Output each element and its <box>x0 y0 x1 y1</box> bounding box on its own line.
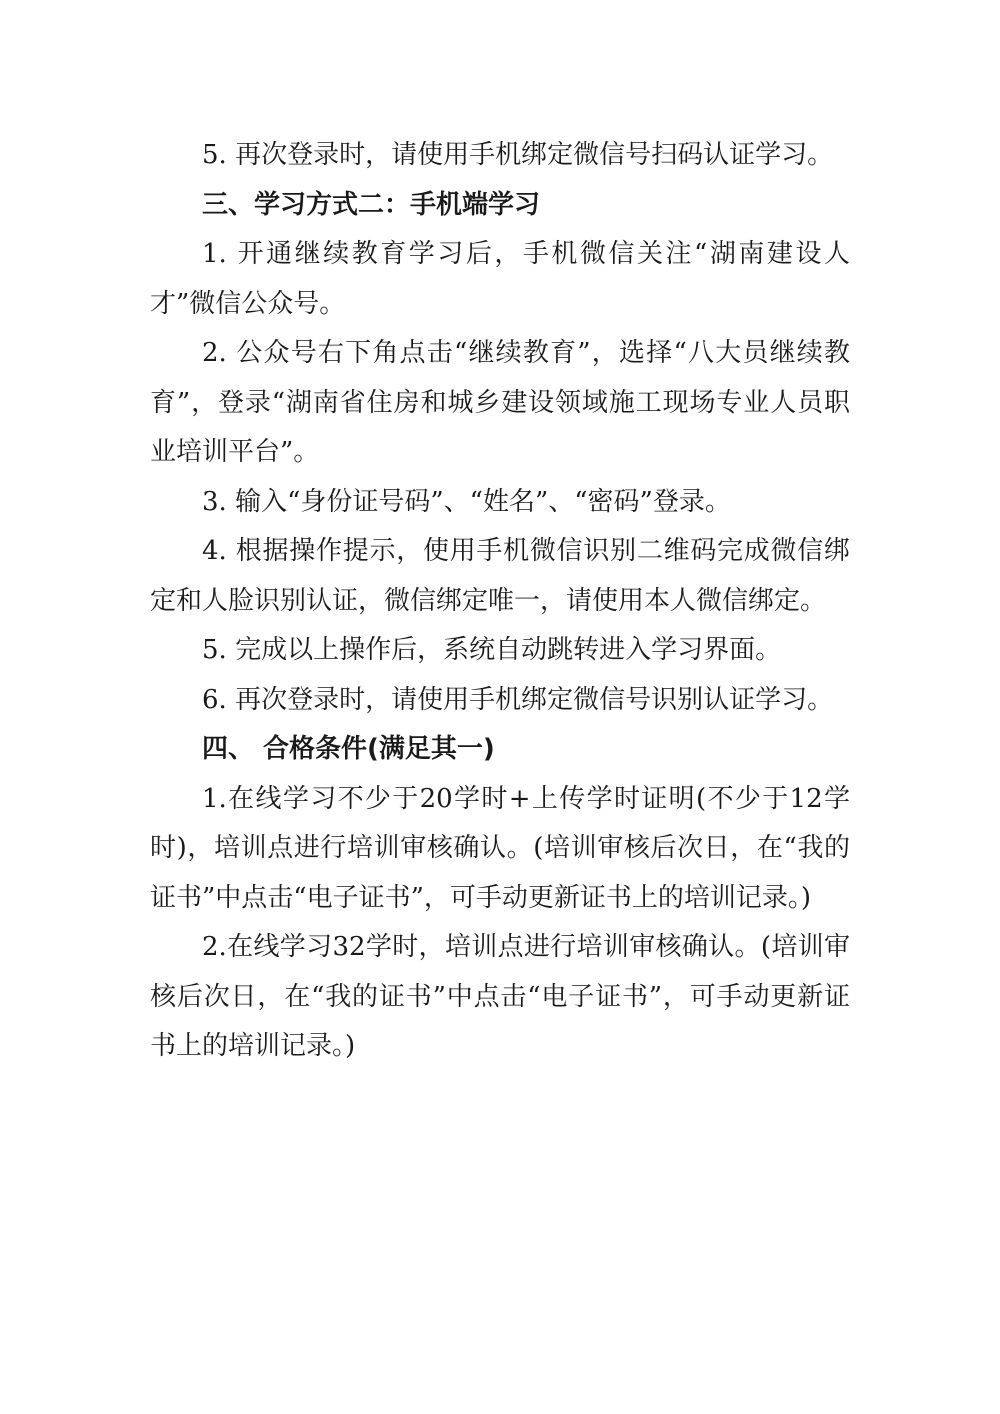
paragraph-mobile-step-6: 6. 再次登录时，请使用手机绑定微信号识别认证学习。 <box>202 684 834 715</box>
document-body <box>150 131 850 1072</box>
section-heading-mobile-learning: 三、学习方式二：手机端学习 <box>202 189 541 220</box>
paragraph-mobile-step-5: 5. 完成以上操作后，系统自动跳转进入学习界面。 <box>202 635 782 665</box>
paragraph-mobile-step-2: 2. 公众号右下角点击“继续教育”，选择“八大员继续教育”，登录“湖南省住房和城乡建设领域施工现场专业人员职业培训平台”。 <box>150 338 850 467</box>
paragraph-step-5-qr-login: 5. 再次登录时，请使用手机绑定微信号扫码认证学习。 <box>202 140 834 170</box>
paragraph-mobile-step-4: 4. 根据操作提示，使用手机微信识别二维码完成微信绑定和人脸识别认证，微信绑定唯一，请使用本人微信绑定。 <box>150 536 850 616</box>
paragraph-condition-2: 2.在线学习32学时，培训点进行培训审核确认。(培训审核后次日，在“我的证书”中点击“电子证书”，可手动更新证书上的培训记录。) <box>150 932 850 1061</box>
paragraph-mobile-step-3: 3. 输入“身份证号码”、“姓名”、“密码”登录。 <box>202 486 731 517</box>
section-heading-pass-conditions: 四、 合格条件(满足其一) <box>202 734 495 764</box>
paragraph-mobile-step-1: 1. 开通继续教育学习后，手机微信关注“湖南建设人才”微信公众号。 <box>150 239 850 319</box>
paragraph-condition-1: 1.在线学习不少于20学时+上传学时证明(不少于12学时)，培训点进行培训审核确认。(培训审核后次日，在“我的证书”中点击“电子证书”，可手动更新证书上的培训记录。) <box>150 783 850 913</box>
